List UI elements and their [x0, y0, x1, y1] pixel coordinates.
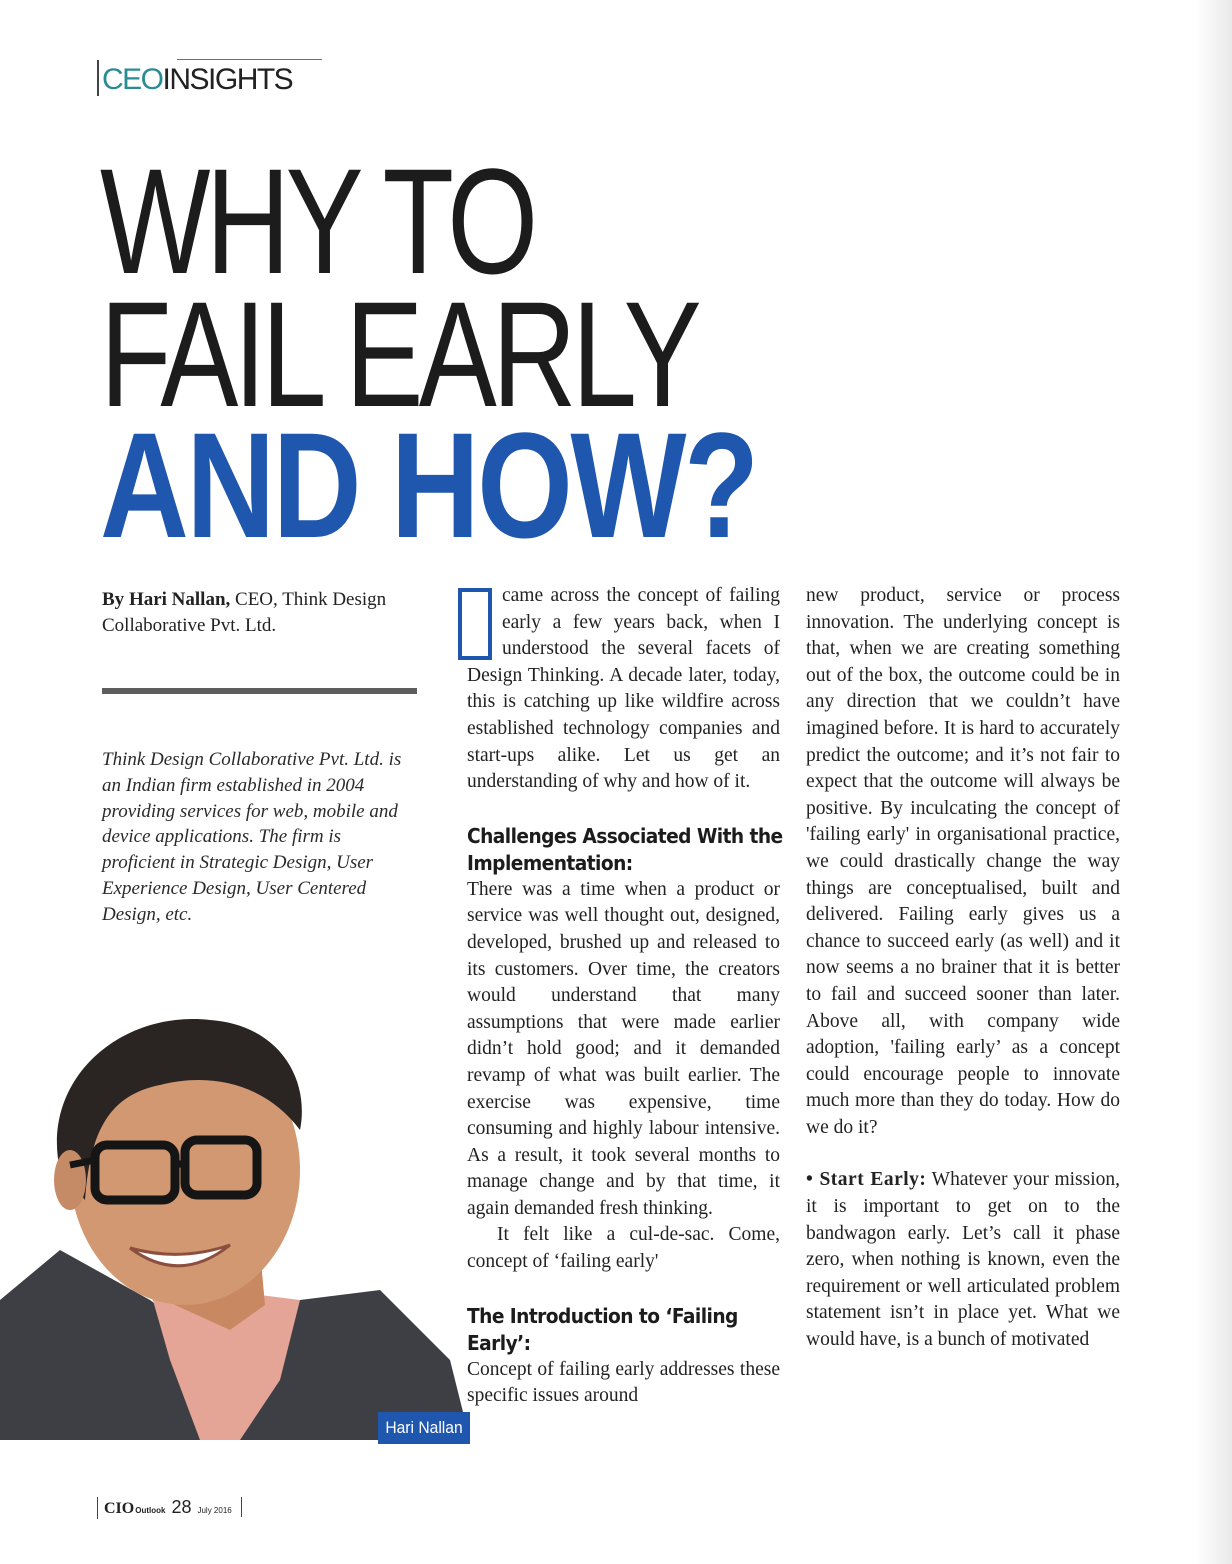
- portrait-ear: [54, 1150, 86, 1210]
- page-footer: [97, 1497, 232, 1519]
- magazine-logo: CIO: [104, 1500, 135, 1517]
- magazine-logo-sub: Outlook: [135, 1506, 166, 1515]
- footer-divider: [241, 1497, 242, 1517]
- byline-prefix: By: [102, 589, 129, 610]
- firm-description: Think Design Collaborative Pvt. Ltd. is an Indian firm established in 2004 providing services for web, mobile and device applications. The firm is proficient in Strategic Design, User Experience Design, User Centered Design, etc.: [102, 749, 402, 925]
- byline-divider: [102, 688, 417, 694]
- intro-paragraph: [467, 583, 780, 796]
- headline-line-2: FAIL EARLY: [100, 270, 697, 438]
- introduction-paragraph: Concept of failing early addresses these specific issues around: [467, 1358, 780, 1407]
- author-portrait: [0, 1000, 470, 1440]
- section-tag: [97, 60, 292, 96]
- challenges-paragraph: There was a time when a product or service was well thought out, designed, developed, brushed up and released to its customers. Over time, the creators would understand that many assumptions that were made earlier didn’t hold good; and it demanded revamp of what was built earlier. The exercise was expensive, time consuming and highly labour intensive. As a result, it took several months to manage change and by that time, it again demanded fresh thinking.: [467, 878, 780, 1219]
- subhead-introduction: The Introduction to ‘Failing Early’:: [467, 1303, 738, 1355]
- intro-text: came across the concept of failing early a few years back, when I understood the several facets of Design Thinking. A decade later, today, this is catching up like wildfire across established technology companies and start-ups alike. Let us get an understanding of why and how of it.: [467, 585, 780, 793]
- section-rule: [177, 59, 322, 60]
- section-tag-insights: INSIGHTS: [162, 63, 293, 96]
- innovation-paragraph: new product, service or process innovation. The underlying concept is that, when we are creating something out of the box, the outcome could be in any direction that we couldn’t have imagined before. It is hard to accurately predict the outcome; and it’s not fair to expect that the outcome will always be positive. By inculcating the concept of 'failing early' in organisational practice, we could drastically change the way things are conceptualised, built and delivered. Failing early gives us a chance to succeed early (as well) and it now seems a no brainer that it is better to fail and succeed sooner than later. Above all, with company wide adoption, 'failing early’ as a concept could encourage people to innovate much more than they do today. How do we do it?: [806, 585, 1120, 1138]
- issue-date: July 2016: [197, 1506, 232, 1515]
- section-tag-ceo: CEO: [102, 63, 163, 96]
- photo-caption: Hari Nallan: [378, 1412, 470, 1444]
- start-early-text: Whatever your mission, it is important to get on to the bandwagon early. Let’s call it phase zero, when nothing is known, even the requirement or well articulated problem statement isn’t in place yet. What we would have, is a bunch of motivated: [806, 1169, 1120, 1351]
- body-column-2: [806, 583, 1120, 1354]
- page-edge-shadow: [1195, 0, 1232, 1564]
- portrait-glasses-arm: [70, 1160, 95, 1165]
- start-early-bullet: [806, 1167, 1120, 1353]
- byline-role: CEO, Think Design Collaborative Pvt. Ltd.: [102, 589, 387, 636]
- headline-line-1: WHY TO: [100, 137, 534, 305]
- subhead-challenges: Challenges Associated With the Implementation:: [467, 823, 783, 875]
- cul-de-sac-paragraph: It felt like a cul-de-sac. Come, concept of ‘failing early': [467, 1224, 780, 1273]
- byline-author: Hari Nallan,: [128, 589, 231, 610]
- start-early-label: • Start Early:: [806, 1169, 927, 1191]
- body-column-1: [467, 583, 783, 1410]
- byline: [102, 587, 422, 639]
- portrait-glasses-bridge: [174, 1163, 186, 1165]
- headline-line-3: AND HOW?: [100, 401, 757, 569]
- page-number: 28: [171, 1497, 192, 1517]
- drop-cap-box: [458, 588, 492, 660]
